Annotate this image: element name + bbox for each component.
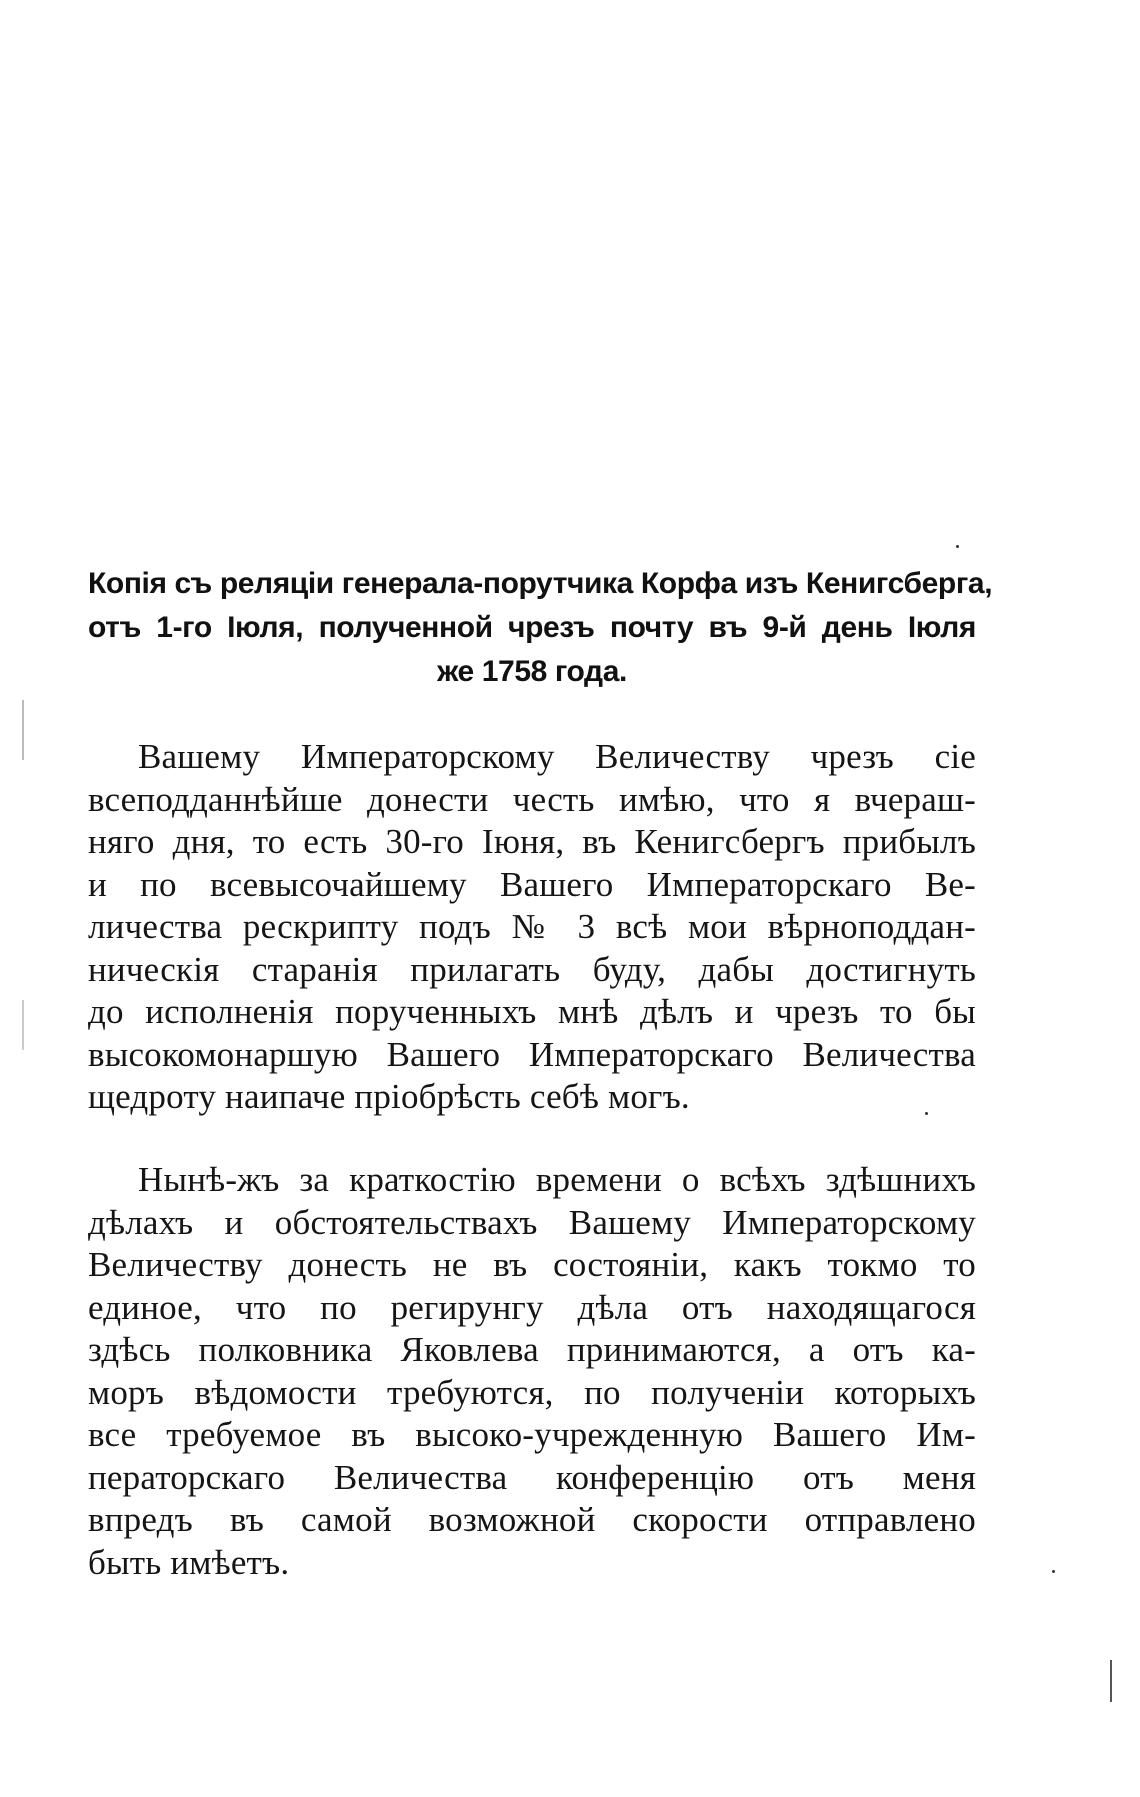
paragraph-1	[88, 736, 976, 1119]
text-line: здѣсь полковника Яковлева принимаются, а отъ ка-	[88, 1330, 976, 1369]
text-line: до исполненія порученныхъ мнѣ дѣлъ и чрезъ то бы	[88, 992, 976, 1031]
text-line: няго дня, то есть 30-го Іюня, въ Кенигсбергъ прибылъ	[88, 822, 976, 861]
text-line: все требуемое въ высоко-учрежденную Вашего Им-	[88, 1415, 976, 1454]
paragraph-2	[88, 1159, 976, 1584]
scan-speck	[925, 1112, 928, 1115]
text-line: быть имѣетъ.	[88, 1542, 290, 1582]
heading-line: отъ 1-го Іюля, полученной чрезъ почту въ 9-й день Іюля	[88, 611, 976, 644]
text-line: Нынѣ-жъ за краткостію времени о всѣхъ здѣшнихъ	[138, 1160, 976, 1199]
document-heading	[88, 562, 993, 694]
scan-edge-mark	[1110, 1660, 1112, 1702]
text-line: высокомонаршую Вашего Императорскаго Величества	[88, 1034, 976, 1074]
text-line: щедроту наипаче пріобрѣсть себѣ могъ.	[88, 1077, 690, 1116]
scan-speck	[956, 545, 959, 548]
heading-line: же 1758 года.	[437, 655, 627, 688]
text-line: впредъ въ самой возможной скорости отправлено	[88, 1500, 976, 1539]
text-line: личества рескрипту подъ № 3 всѣ мои вѣрноподдан-	[88, 907, 976, 946]
text-line: Вашему Императорскому Величеству чрезъ сіе	[138, 737, 976, 776]
scan-edge-mark	[22, 700, 24, 760]
text-line: единое, что по регирунгу дѣла отъ находящагося	[88, 1287, 976, 1327]
heading-line: Копія съ реляціи генерала-порутчика Корфа изъ Кенигсберга,	[88, 567, 993, 600]
text-line: дѣлахъ и обстоятельствахъ Вашему Императорскому	[88, 1202, 976, 1242]
text-line: всеподданнѣйше донести честь имѣю, что я вчераш-	[88, 779, 976, 819]
scan-edge-mark	[22, 1000, 24, 1050]
text-line: Величеству донесть не въ состояніи, какъ токмо то	[88, 1245, 976, 1284]
text-line: и по всевысочайшему Вашего Императорскаго Ве-	[88, 864, 976, 904]
text-line: моръ вѣдомости требуются, по полученіи которыхъ	[88, 1372, 976, 1412]
scan-speck	[1052, 1570, 1055, 1573]
text-line: ническія старанія прилагать буду, дабы достигнуть	[88, 949, 976, 989]
text-line: ператорскаго Величества конференцію отъ меня	[88, 1457, 976, 1497]
